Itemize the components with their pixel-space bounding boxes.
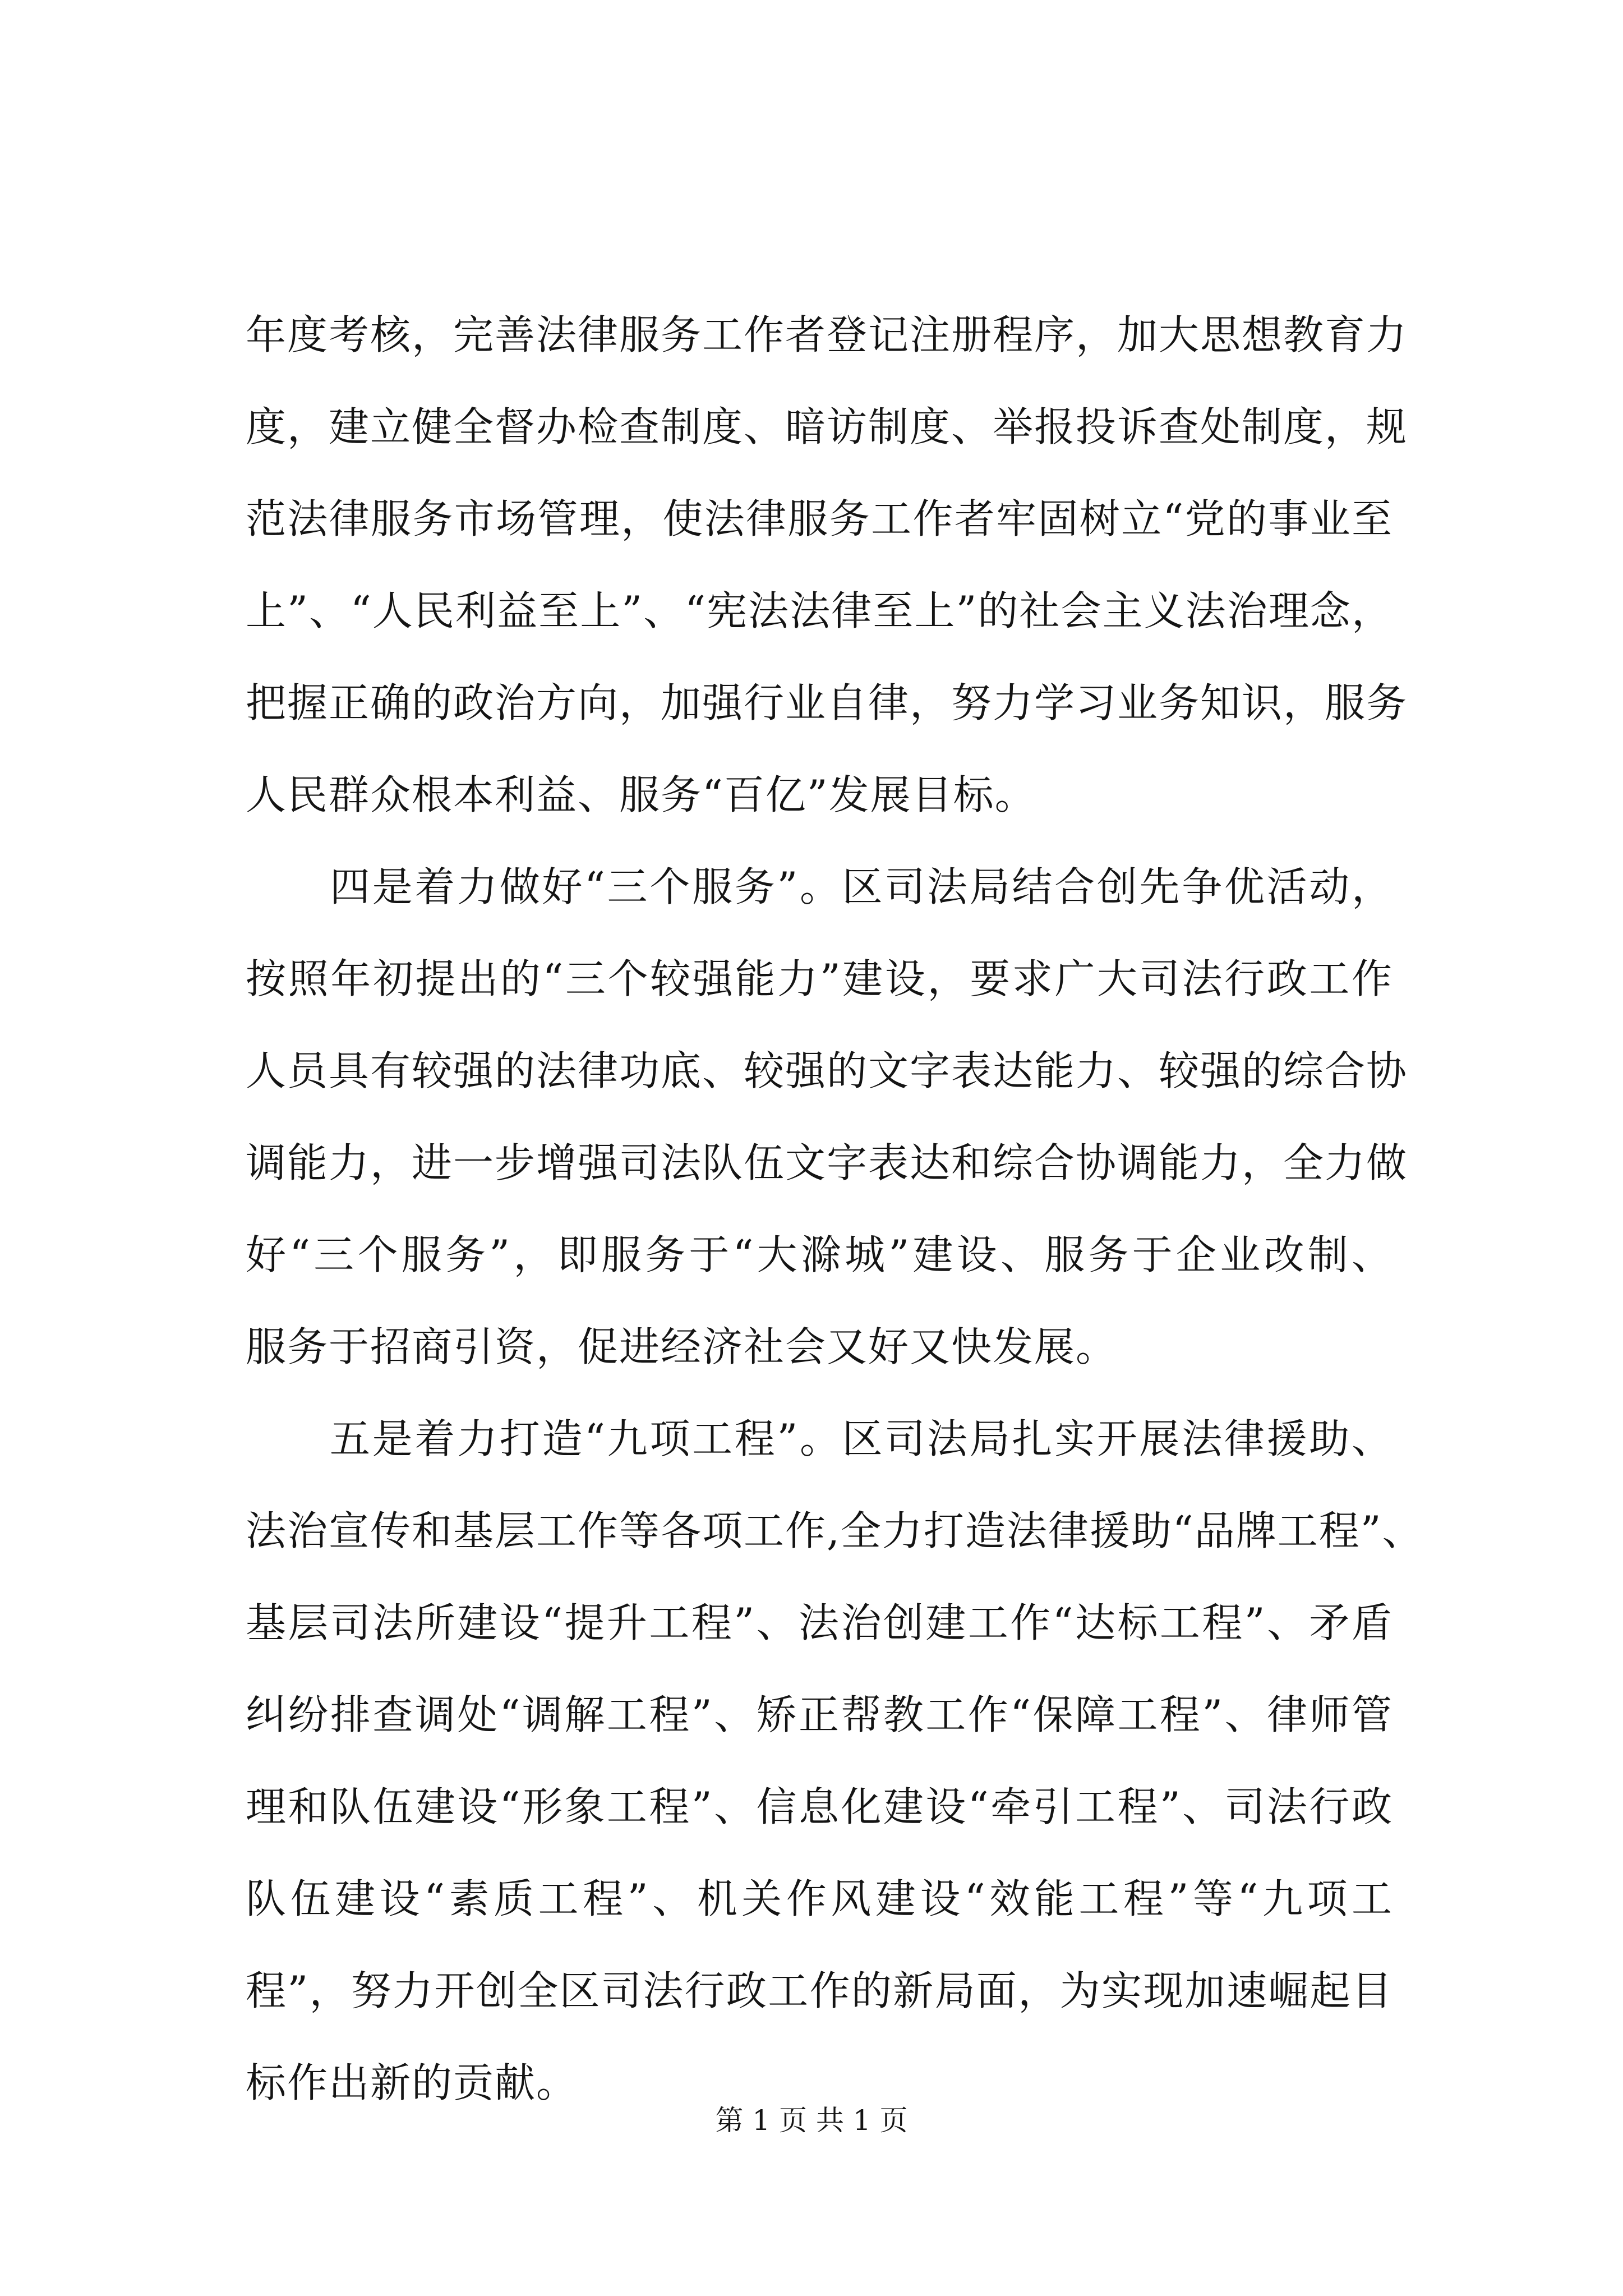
text-line: 标作出新的贡献。 [246,2059,578,2106]
text-line: 基层司法所建设“提升工程”、法治创建工作“达标工程”、矛盾 [246,1599,1393,1646]
paragraph-start-line: 五是着力打造“九项工程”。区司法局扎实开展法律援助、 [330,1415,1393,1462]
text-line: 调能力，进一步增强司法队伍文字表达和综合协调能力，全力做 [246,1139,1408,1186]
paragraph-start-line: 四是着力做好“三个服务”。区司法局结合创先争优活动， [330,863,1393,910]
page-number-footer: 第 1 页 共 1 页 [715,2104,908,2137]
text-line: 按照年初提出的“三个较强能力”建设，要求广大司法行政工作 [246,955,1393,1002]
text-line: 度，建立健全督办检查制度、暗访制度、举报投诉查处制度，规 [246,403,1408,450]
text-line: 理和队伍建设“形象工程”、信息化建设“牵引工程”、司法行政 [246,1783,1393,1830]
text-line: 服务于招商引资，促进经济社会又好又快发展。 [246,1323,1118,1370]
text-line: 人员具有较强的法律功底、较强的文字表达能力、较强的综合协 [246,1047,1408,1094]
text-line: 好“三个服务”，即服务于“大滁城”建设、服务于企业改制、 [246,1231,1393,1278]
text-line: 队伍建设“素质工程”、机关作风建设“效能工程”等“九项工 [246,1875,1393,1922]
text-line: 法治宣传和基层工作等各项工作,全力打造法律援助“品牌工程”、 [246,1507,1424,1554]
text-line: 年度考核，完善法律服务工作者登记注册程序，加大思想教育力 [246,311,1408,358]
body-text [246,289,1424,2129]
text-line: 人民群众根本利益、服务“百亿”发展目标。 [246,771,1036,818]
text-line: 把握正确的政治方向，加强行业自律，努力学习业务知识，服务 [246,679,1408,726]
text-line: 程”，努力开创全区司法行政工作的新局面，为实现加速崛起目 [246,1967,1393,2014]
text-line: 上”、“人民利益至上”、“宪法法律至上”的社会主义法治理念， [246,587,1393,634]
text-line: 纠纷排查调处“调解工程”、矫正帮教工作“保障工程”、律师管 [246,1691,1393,1738]
text-line: 范法律服务市场管理，使法律服务工作者牢固树立“党的事业至 [246,495,1393,542]
